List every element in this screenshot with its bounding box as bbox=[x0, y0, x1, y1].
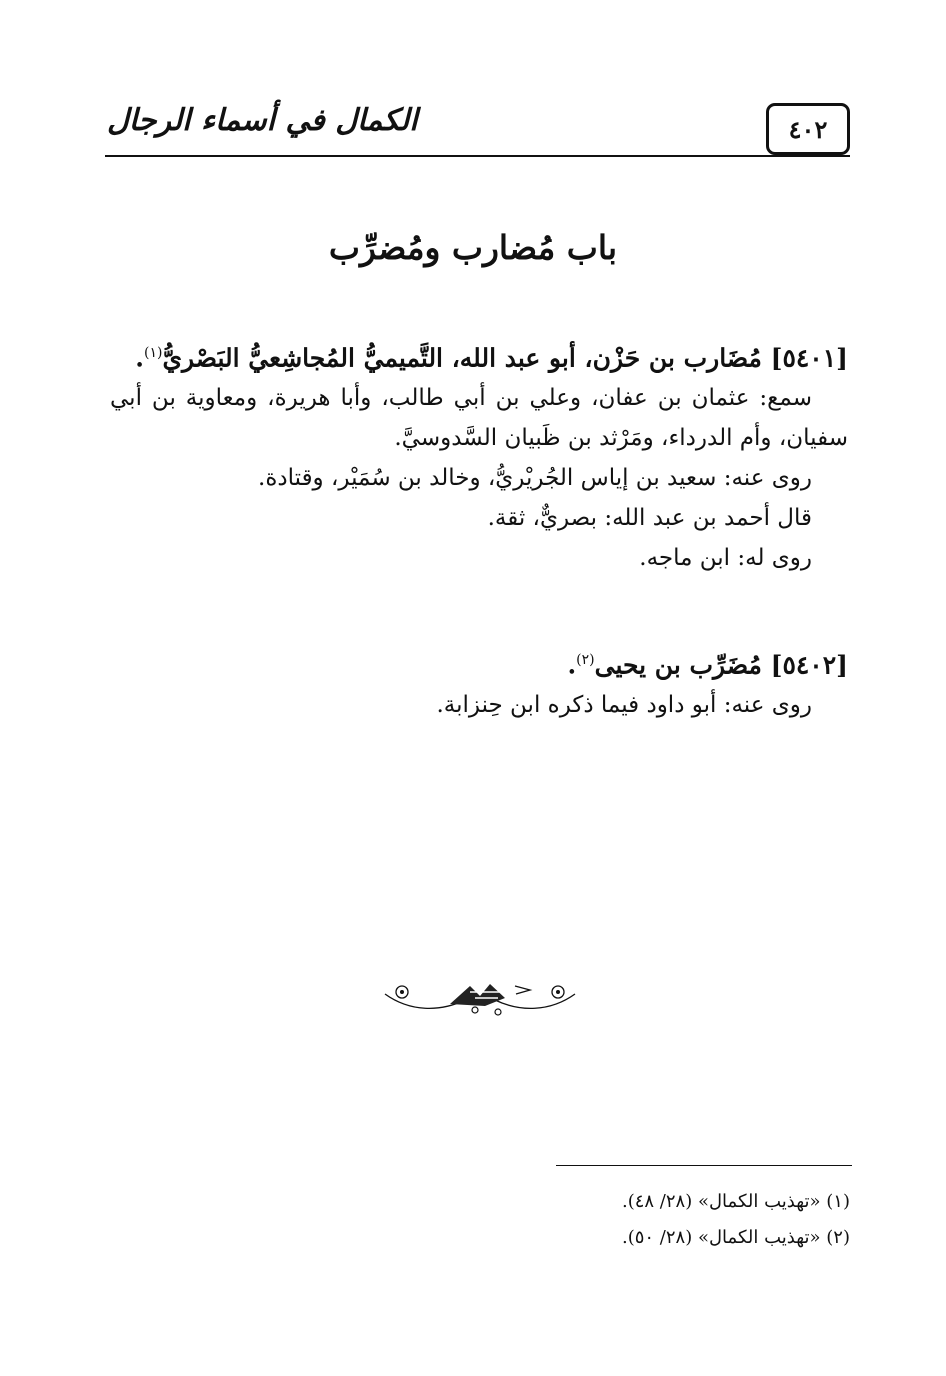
footnotes bbox=[622, 1184, 850, 1256]
entry-5401 bbox=[110, 333, 848, 578]
footnote: (٢) «تهذيب الكمال» (٢٨/ ٥٠). bbox=[621, 1227, 850, 1248]
entry-5402 bbox=[110, 640, 848, 725]
footnote-ref: (٢) bbox=[576, 652, 595, 668]
entry-heading bbox=[110, 333, 848, 378]
entry-heading-end: . bbox=[567, 650, 577, 680]
chapter-title: باب مُضارب ومُضرِّب bbox=[328, 228, 618, 267]
page-number: ٤٠٢ bbox=[766, 103, 850, 155]
book-title: الكمال في أسماء الرجال bbox=[107, 103, 418, 138]
entry-heading-text: [٥٤٠٢] مُضَرِّب بن يحيى bbox=[594, 650, 848, 680]
footnote-rule bbox=[556, 1165, 852, 1166]
header-rule bbox=[105, 155, 850, 157]
page-header bbox=[105, 95, 850, 157]
footnote-ref: (١) bbox=[143, 345, 163, 361]
entry-paragraph: قال أحمد بن عبد الله: بصريٌّ، ثقة. bbox=[487, 505, 812, 532]
entry-paragraph: روى له: ابن ماجه. bbox=[639, 545, 812, 572]
footnote: (١) «تهذيب الكمال» (٢٨/ ٤٨). bbox=[621, 1191, 850, 1212]
entry-heading-text: [٥٤٠١] مُضَارب بن حَزْن، أبو عبد الله، التَّميميُّ المُجاشِعيُّ البَصْريُّ bbox=[162, 343, 848, 373]
ornament-divider bbox=[380, 972, 580, 1022]
entry-paragraph: سمع: عثمان بن عفان، وعلي بن أبي طالب، وأبا هريرة، ومعاوية بن أبي سفيان، وأم الدرداء، ومَرْثد بن ظَبيان السَّدوسيَّ. bbox=[110, 385, 848, 452]
entry-heading-end: . bbox=[135, 343, 144, 373]
entry-paragraph: روى عنه: أبو داود فيما ذكره ابن حِنزابة. bbox=[436, 692, 812, 719]
entry-paragraph: روى عنه: سعيد بن إياس الجُريْريُّ، وخالد بن سُمَيْر، وقتادة. bbox=[258, 465, 812, 492]
entry-heading bbox=[110, 640, 848, 685]
